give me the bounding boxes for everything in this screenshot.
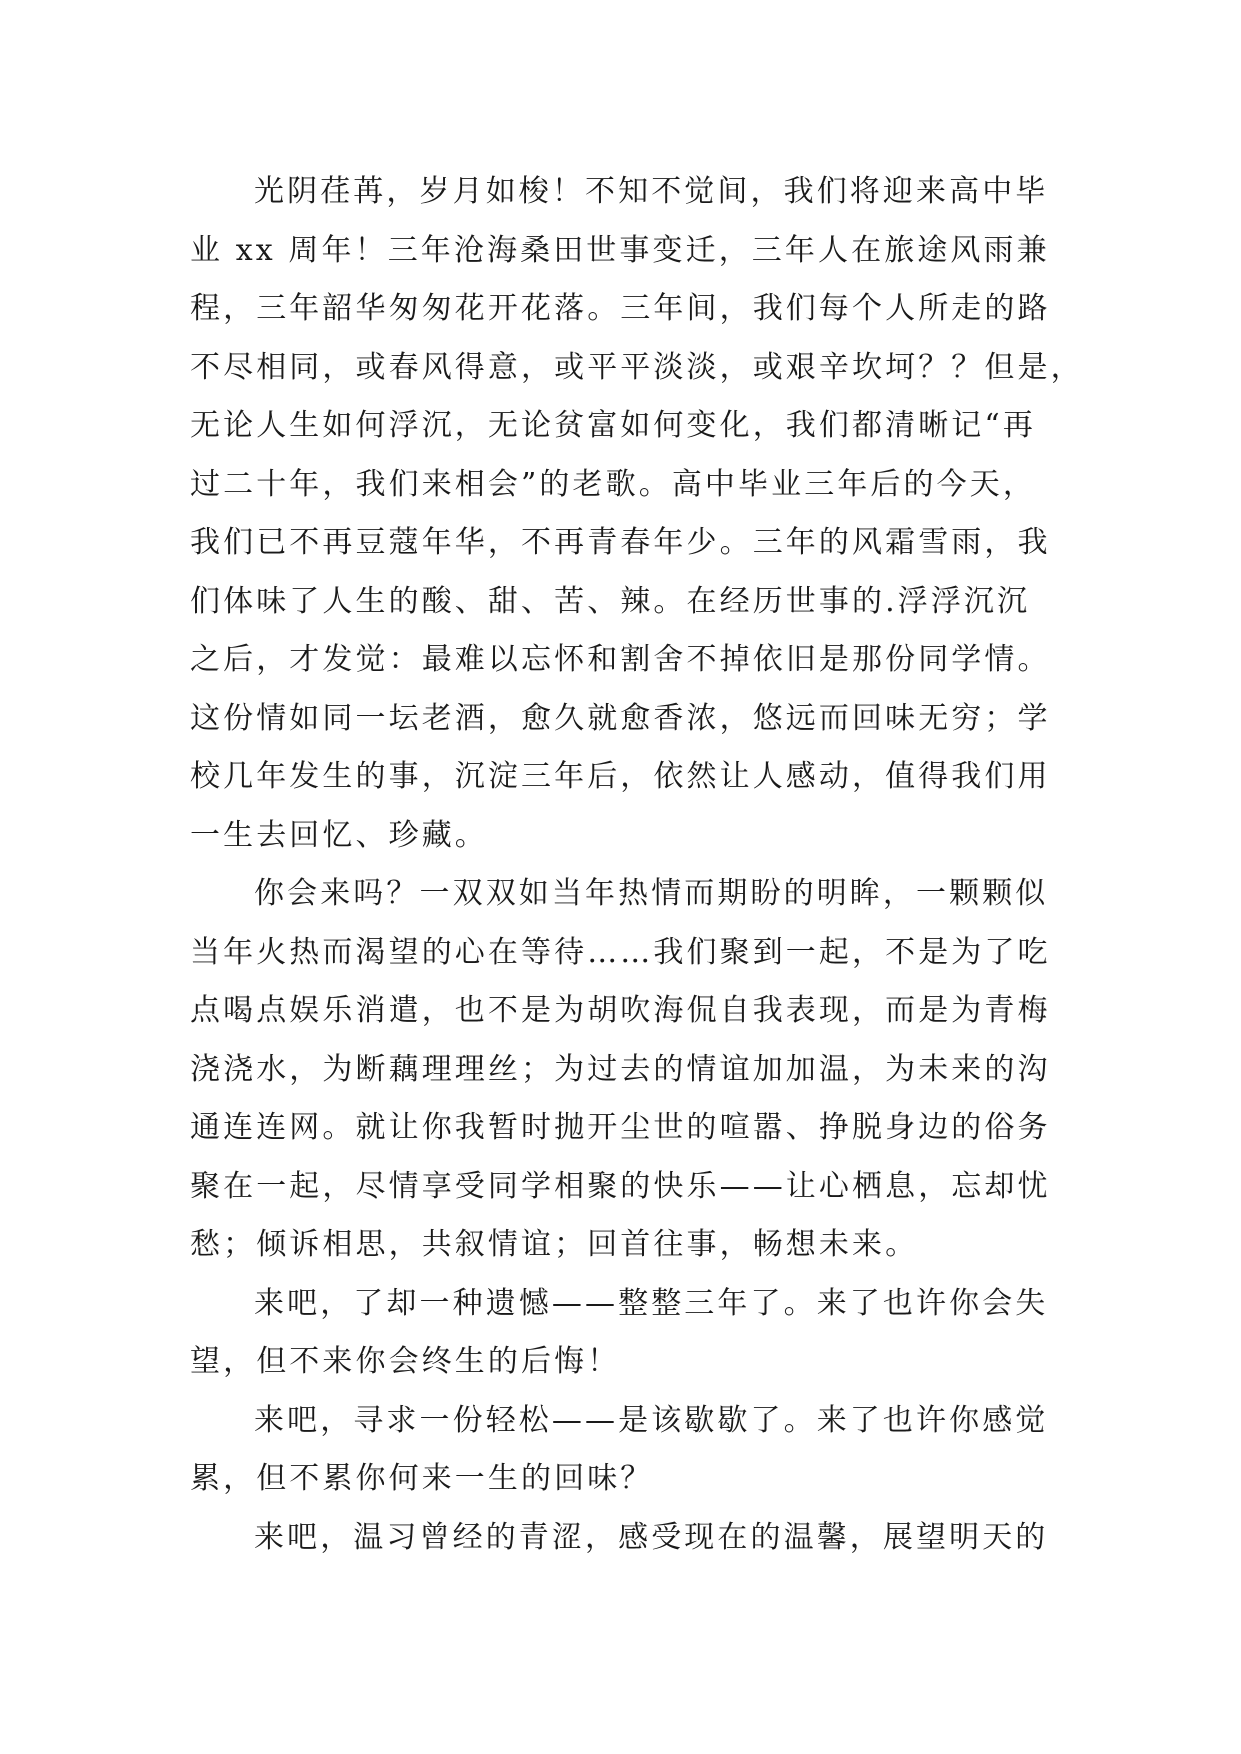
text-line: 通连连网。就让你我暂时抛开尘世的喧嚣、挣脱身边的俗务	[190, 1110, 1051, 1145]
paragraph-4	[190, 1392, 1070, 1509]
paragraph-3	[190, 1275, 1070, 1392]
text-line: 业 xx 周年！三年沧海桑田世事变迁，三年人在旅途风雨兼	[190, 232, 1050, 268]
text-line: 望，但不来你会终生的后悔！	[190, 1344, 621, 1379]
text-line: 来吧，温习曾经的青涩，感受现在的温馨，展望明天的	[254, 1519, 1049, 1555]
text-line: 聚在一起，尽情享受同学相聚的快乐——让心栖息，忘却忧	[190, 1168, 1051, 1204]
text-line: 这份情如同一坛老酒，愈久就愈香浓，悠远而回味无穷；学	[190, 700, 1051, 736]
paragraph-5	[190, 1509, 1070, 1568]
text-line: 无论人生如何浮沉，无论贫富如何变化，我们都清晰记“再	[190, 408, 1036, 443]
text-line: 程，三年韶华匆匆花开花落。三年间，我们每个人所走的路	[190, 291, 1051, 326]
text-line: 当年火热而渴望的心在等待……我们聚到一起，不是为了吃	[190, 934, 1051, 970]
text-line: 不尽相同，或春风得意，或平平淡淡，或艰辛坎坷？？但是，	[190, 349, 1084, 385]
document-body	[190, 163, 1084, 1567]
text-line: 累，但不累你何来一生的回味？	[190, 1461, 654, 1496]
text-line: 愁；倾诉相思，共叙情谊；回首往事，畅想未来。	[190, 1227, 919, 1262]
text-line: 过二十年，我们来相会”的老歌。高中毕业三年后的今天，	[190, 466, 1036, 502]
text-line: 校几年发生的事，沉淀三年后，依然让人感动，值得我们用	[190, 759, 1051, 794]
text-line: 我们已不再豆蔻年华，不再青春年少。三年的风霜雪雨，我	[190, 525, 1051, 560]
text-line: 之后，才发觉：最难以忘怀和割舍不掉依旧是那份同学情。	[190, 642, 1051, 677]
text-line: 来吧，寻求一份轻松——是该歇歇了。来了也许你感觉	[254, 1402, 1049, 1438]
text-line: 你会来吗？一双双如当年热情而期盼的明眸，一颗颗似	[254, 876, 1049, 911]
paragraph-2	[190, 865, 1070, 1275]
text-line: 们体味了人生的酸、甜、苦、辣。在经历世事的.浮浮沉沉	[190, 583, 1031, 619]
text-line: 一生去回忆、珍藏。	[190, 817, 488, 853]
paragraph-1	[190, 163, 1084, 865]
text-line: 光阴荏苒，岁月如梭！不知不觉间，我们将迎来高中毕	[254, 174, 1049, 209]
text-line: 来吧，了却一种遗憾——整整三年了。来了也许你会失	[254, 1285, 1049, 1321]
text-line: 浇浇水，为断藕理理丝；为过去的情谊加加温，为未来的沟	[190, 1051, 1051, 1087]
text-line: 点喝点娱乐消遣，也不是为胡吹海侃自我表现，而是为青梅	[190, 993, 1051, 1028]
